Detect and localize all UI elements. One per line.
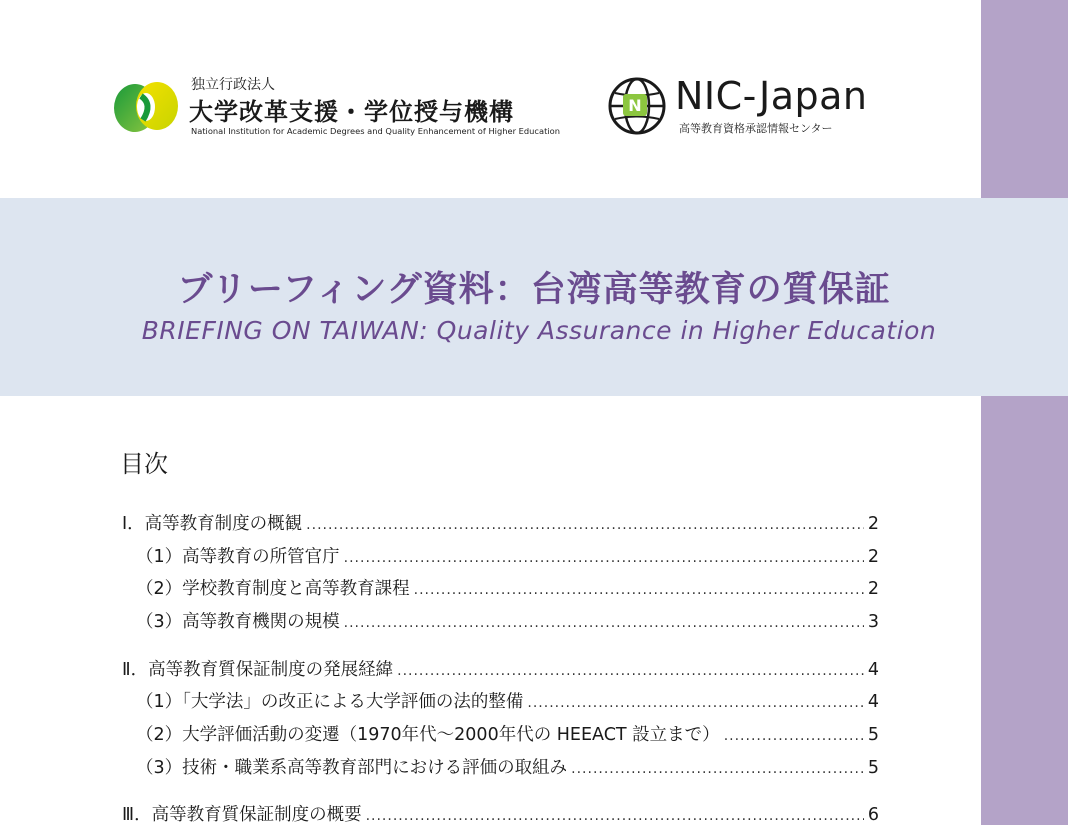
toc-item-page: 2 (867, 547, 879, 567)
toc-leader-dots (344, 615, 864, 631)
toc-item-page: 6 (867, 805, 879, 825)
toc-leader-dots (397, 663, 864, 679)
niad-logo (113, 72, 560, 142)
toc-item-page: 5 (867, 725, 879, 745)
toc-item-2-1[interactable] (122, 688, 879, 714)
toc-item-1-2[interactable] (122, 575, 879, 601)
nic-name: NIC-Japan (675, 74, 868, 118)
toc-leader-dots (724, 728, 864, 744)
toc-item-label: Ⅱ．高等教育質保証制度の発展経緯 (122, 660, 394, 680)
toc-item-label: Ⅰ．高等教育制度の概観 (122, 514, 303, 534)
niad-emblem-icon (113, 78, 179, 136)
toc-item-label: （1）高等教育の所管官庁 (136, 547, 340, 567)
toc-leader-dots (414, 582, 864, 598)
toc-item-label: （2）大学評価活動の変遷（1970年代～2000年代の HEEACT 設立まで） (136, 725, 720, 745)
toc-item-label: （1）「大学法」の改正による大学評価の法的整備 (136, 692, 524, 712)
toc-leader-dots (306, 517, 864, 533)
toc-item-page: 3 (867, 612, 879, 632)
toc-item-2-3[interactable] (122, 754, 879, 780)
document-subtitle: BRIEFING ON TAIWAN: Quality Assurance in Higher Education (141, 316, 937, 345)
nic-subtitle: 高等教育資格承認情報センター (679, 122, 833, 135)
toc-item-page: 2 (867, 514, 879, 534)
niad-english-name: National Institution for Academic Degrees and Quality Enhancement of Higher Education (191, 126, 560, 136)
toc-item-label: （3）技術・職業系高等教育部門における評価の取組み (136, 758, 568, 778)
niad-small-label: 独立行政法人 (191, 77, 275, 93)
toc-leader-dots (366, 808, 864, 824)
toc-item-1-1[interactable] (122, 543, 879, 569)
toc-leader-dots (527, 695, 863, 711)
toc-heading: 目次 (120, 450, 168, 478)
toc-item-1-3[interactable] (122, 608, 879, 634)
nic-globe-icon (607, 76, 667, 136)
toc-item-2-2[interactable] (122, 721, 879, 747)
svg-text:N: N (628, 96, 642, 115)
niad-name: 大学改革支援・学位授与機構 (189, 98, 514, 126)
toc-item-page: 4 (867, 660, 879, 680)
toc-item-page: 4 (867, 692, 879, 712)
decorative-side-bar (981, 0, 1068, 825)
toc-item-page: 2 (867, 579, 879, 599)
toc-item-label: （2）学校教育制度と高等教育課程 (136, 579, 410, 599)
document-title: ブリーフィング資料：台湾高等教育の質保証 (177, 270, 891, 310)
toc-item-label: （3）高等教育機関の規模 (136, 612, 340, 632)
toc-leader-dots (344, 550, 864, 566)
toc-item-section-3[interactable] (122, 801, 879, 827)
toc-leader-dots (571, 761, 864, 777)
toc-item-label: Ⅲ．高等教育質保証制度の概要 (122, 805, 362, 825)
toc-item-page: 5 (867, 758, 879, 778)
toc-item-section-2[interactable] (122, 656, 879, 682)
toc-item-section-1[interactable] (122, 510, 879, 536)
nic-japan-logo (607, 76, 877, 138)
